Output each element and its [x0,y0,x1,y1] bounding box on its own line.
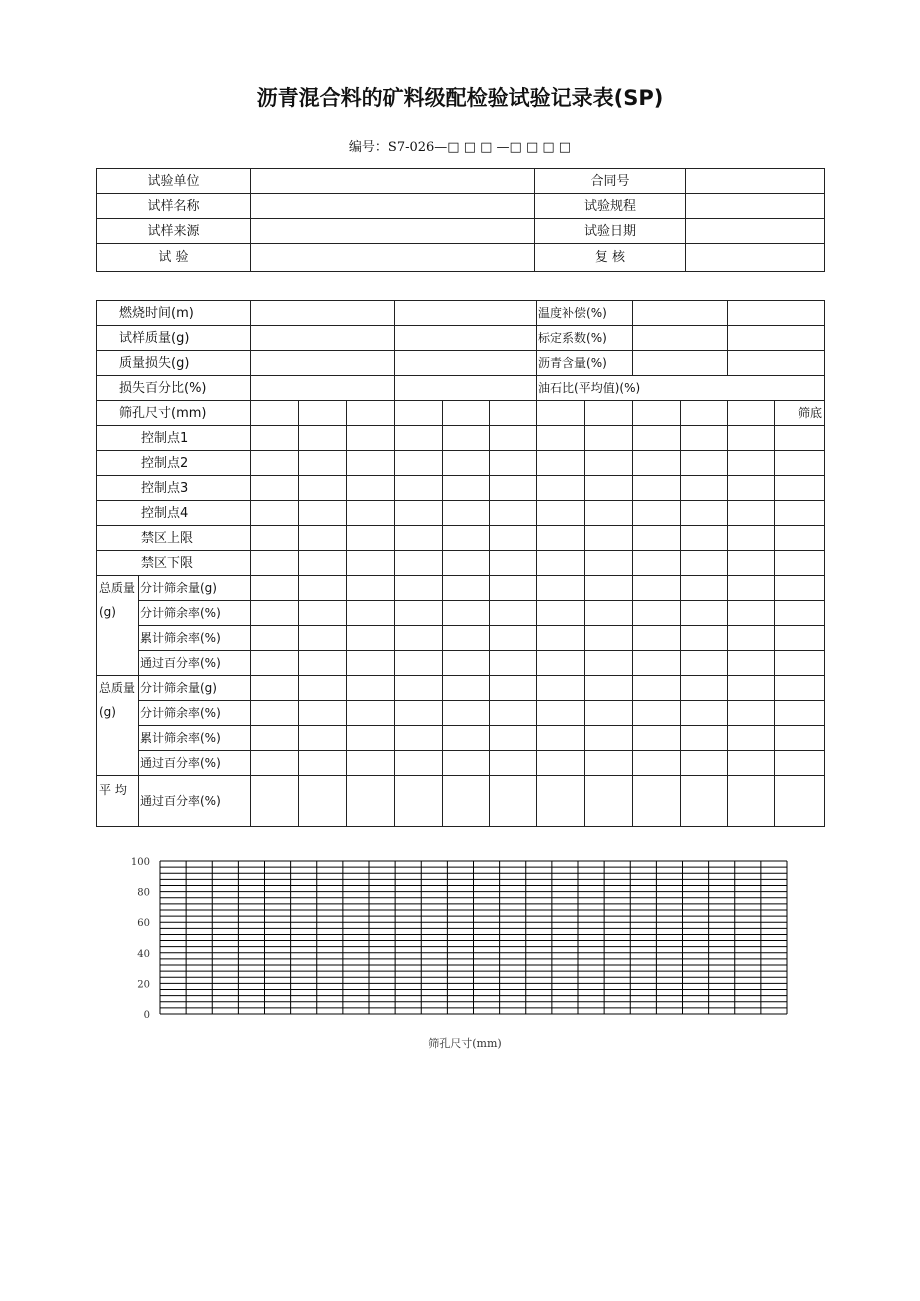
y-tick-label: 40 [137,948,150,960]
document-code: 编号：S7-026—□ □ □ —□ □ □ □ [348,140,572,155]
y-tick-label: 20 [137,979,150,991]
label-sieve-size: 筛孔尺寸(mm) [97,401,251,426]
field-test-date[interactable] [686,219,825,244]
label-loss-pct: 损失百分比(%) [97,376,251,401]
label-sample-name: 试样名称 [97,194,251,219]
label-zone-upper: 禁区上限 [97,526,251,551]
label-mass-loss: 质量损失(g) [97,351,251,376]
field-temp-comp-2[interactable] [728,301,825,326]
label-g1-retained-mass: 分计筛余量(g) [139,576,251,601]
field-burn-time-1[interactable] [251,301,395,326]
label-calib-coef: 标定系数(%) [537,326,633,351]
gradation-chart [120,850,810,1050]
label-g1-passing-pct: 通过百分率(%) [139,651,251,676]
label-tester: 试 验 [97,244,251,272]
label-zone-lower: 禁区下限 [97,551,251,576]
field-asphalt-content-2[interactable] [728,351,825,376]
y-tick-label: 0 [143,1010,150,1021]
label-contract-no: 合同号 [535,169,686,194]
field-contract-no[interactable] [686,169,825,194]
y-tick-label: 100 [130,857,150,868]
label-total-mass-2: 总质量(g) [97,676,139,776]
field-test-unit[interactable] [251,169,535,194]
label-control-point-3: 控制点3 [97,476,251,501]
label-avg-passing-pct: 通过百分率(%) [139,776,251,827]
chart-grid [160,861,787,1014]
field-sample-source[interactable] [251,219,535,244]
page-title: 沥青混合料的矿料级配检验试验记录表(SP) [256,86,664,110]
label-g2-cumulative-pct: 累计筛余率(%) [139,726,251,751]
label-test-unit: 试验单位 [97,169,251,194]
field-sample-mass-2[interactable] [395,326,537,351]
label-g2-passing-pct: 通过百分率(%) [139,751,251,776]
label-g2-retained-pct: 分计筛余率(%) [139,701,251,726]
field-test-procedure[interactable] [686,194,825,219]
label-control-point-1: 控制点1 [97,426,251,451]
label-burn-time: 燃烧时间(m) [97,301,251,326]
label-checker: 复 核 [535,244,686,272]
field-loss-pct-2[interactable] [395,376,537,401]
label-total-mass-1: 总质量(g) [97,576,139,676]
field-mass-loss-1[interactable] [251,351,395,376]
field-burn-time-2[interactable] [395,301,537,326]
gradation-table [96,300,825,827]
label-asphalt-content: 沥青含量(%) [537,351,633,376]
label-g2-retained-mass: 分计筛余量(g) [139,676,251,701]
label-sample-source: 试样来源 [97,219,251,244]
field-calib-coef-1[interactable] [633,326,728,351]
label-control-point-2: 控制点2 [97,451,251,476]
field-mass-loss-2[interactable] [395,351,537,376]
label-g1-retained-pct: 分计筛余率(%) [139,601,251,626]
label-sieve-bottom: 筛底 [775,401,825,426]
field-asphalt-content-1[interactable] [633,351,728,376]
field-sample-name[interactable] [251,194,535,219]
field-calib-coef-2[interactable] [728,326,825,351]
field-checker[interactable] [686,244,825,272]
info-table [96,168,825,272]
field-temp-comp-1[interactable] [633,301,728,326]
chart-x-axis-label: 筛孔尺寸(mm) [428,1037,502,1050]
field-loss-pct-1[interactable] [251,376,395,401]
field-sample-mass-1[interactable] [251,326,395,351]
label-oil-stone-ratio: 油石比(平均值)(%) [537,376,825,401]
field-tester[interactable] [251,244,535,272]
label-test-date: 试验日期 [535,219,686,244]
label-test-procedure: 试验规程 [535,194,686,219]
label-control-point-4: 控制点4 [97,501,251,526]
chart-y-ticks [131,857,150,1021]
label-average: 平 均 [97,776,139,827]
label-sample-mass: 试样质量(g) [97,326,251,351]
y-tick-label: 80 [137,887,150,899]
label-g1-cumulative-pct: 累计筛余率(%) [139,626,251,651]
y-tick-label: 60 [137,918,150,930]
label-temp-comp: 温度补偿(%) [537,301,633,326]
